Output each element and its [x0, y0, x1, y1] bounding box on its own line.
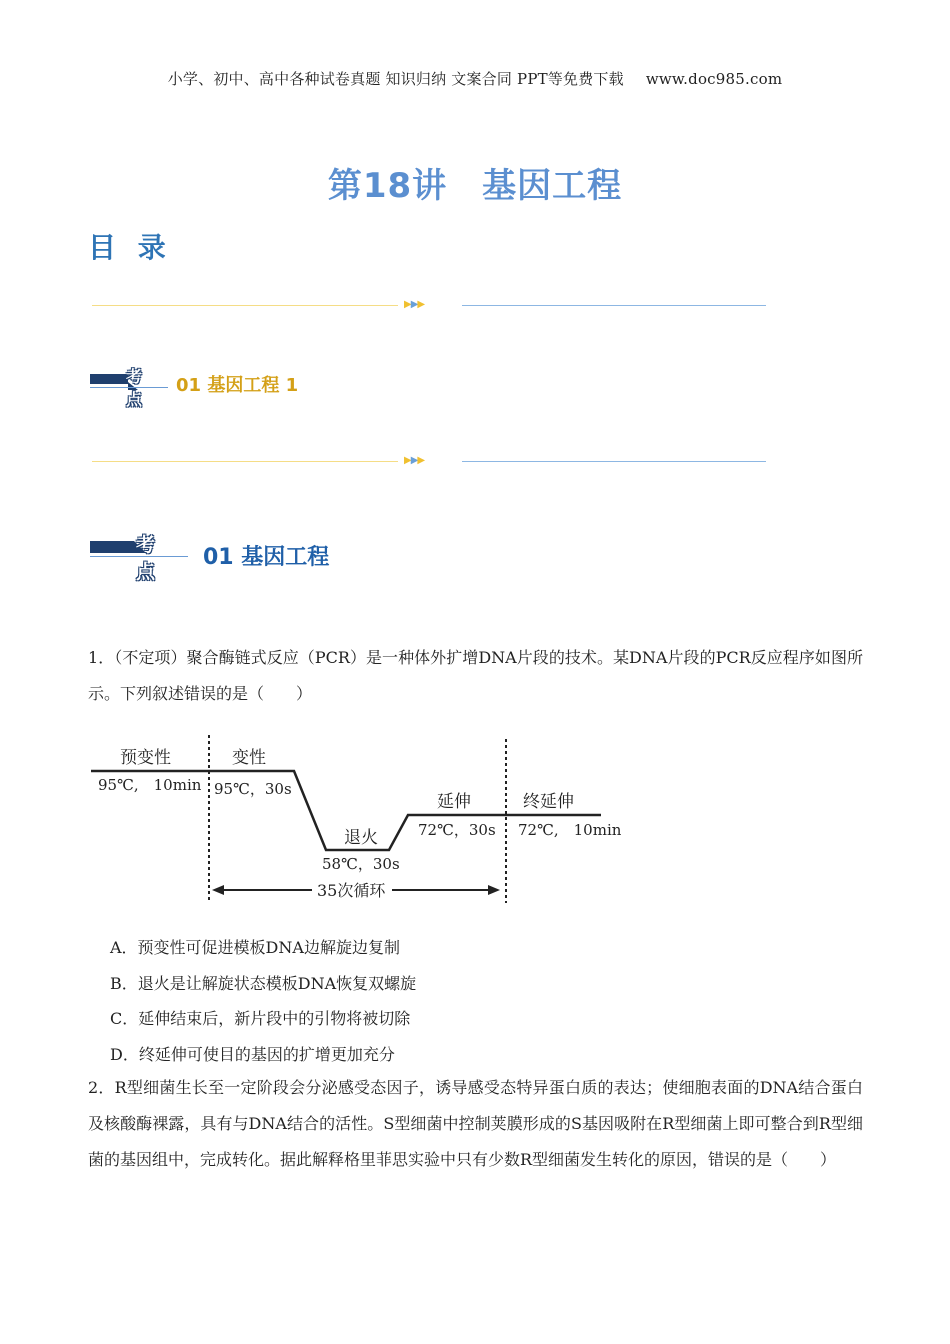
option-d[interactable]: D．终延伸可使目的基因的扩增更加充分 [110, 1045, 395, 1064]
left-arrowhead-icon [212, 885, 224, 895]
label-cycles: 35次循环 [317, 881, 386, 900]
page-title: 第18讲 基因工程 [327, 166, 623, 206]
question-2-stem: 2．R型细菌生长至一定阶段会分泌感受态因子，诱导感受态特异蛋白质的表达；使细胞表面的DNA结合蛋白及核酸酶裸露，具有与DNA结合的活性。S型细菌中控制荚膜形成的S基因吸附在R型细菌上即可整合到R型细菌的基因组中，完成转化。据此解释格里菲思实验中只有少数R型细菌发生转化的原因，错误的是（ ） [88, 1078, 863, 1169]
cond-final-extend: 72℃, 10min [518, 821, 622, 839]
arrow-divider-icon: ▶▶▶ [404, 455, 425, 466]
label-extend: 延伸 [437, 792, 471, 812]
cond-extend: 72℃，30s [418, 821, 496, 839]
toc-heading: 目 录 [88, 231, 172, 264]
site-header-note [0, 68, 950, 89]
cond-denature: 95℃，30s [214, 780, 292, 798]
option-a[interactable]: A．预变性可促进模板DNA边解旋边复制 [110, 938, 400, 957]
option-b[interactable]: B．退火是让解旋状态模板DNA恢复双螺旋 [110, 974, 417, 993]
cond-predenature: 95℃, 10min [98, 776, 202, 794]
section-heading: 01 基因工程 [203, 545, 330, 570]
question-1-stem: 1．（不定项）聚合酶链式反应（PCR）是一种体外扩增DNA片段的技术。某DNA片段的PCR反应程序如图所示。下列叙述错误的是（ ） [88, 648, 863, 703]
divider-top [92, 300, 766, 312]
header-note-text: 小学、初中、高中各种试卷真题 知识归纳 文案合同 PPT等免费下载 [167, 70, 624, 88]
pcr-program-figure [86, 735, 626, 910]
right-arrowhead-icon [488, 885, 500, 895]
cond-anneal: 58℃，30s [322, 855, 400, 873]
arrow-divider-icon: ▶▶▶ [404, 299, 425, 310]
label-final-extend: 终延伸 [523, 792, 574, 812]
toc-badge-label: 考点 [126, 367, 143, 409]
label-predenature: 预变性 [120, 748, 171, 768]
divider-bottom [92, 456, 766, 468]
label-denature: 变性 [232, 748, 266, 768]
header-url[interactable]: www.doc985.com [645, 70, 783, 88]
section-badge-label: 考点 [136, 534, 156, 583]
toc-entry-01[interactable]: 01 基因工程 1 [176, 375, 299, 396]
option-c[interactable]: C．延伸结束后，新片段中的引物将被切除 [110, 1009, 411, 1028]
label-anneal: 退火 [344, 828, 378, 848]
